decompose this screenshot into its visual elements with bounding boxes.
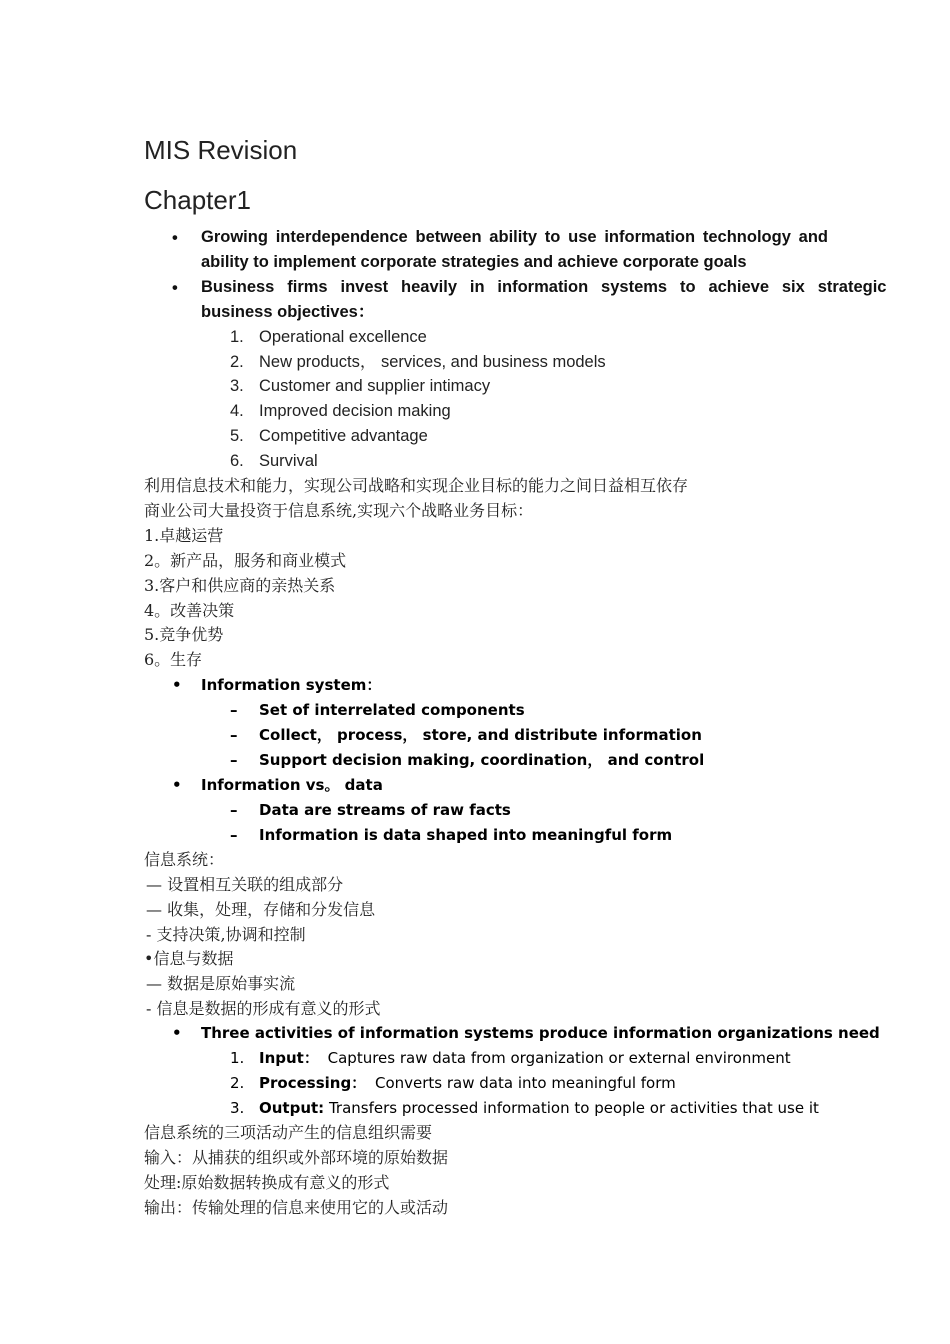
zh-paragraph: 4。改善决策 [144, 601, 235, 620]
bullet-icon: • [172, 776, 182, 794]
info-vs-data-heading: Information vs。 data [201, 776, 383, 794]
page-title: MIS Revision [144, 135, 298, 165]
zh-paragraph: •信息与数据 [144, 949, 234, 968]
bullet-icon: • [172, 279, 178, 297]
zh-paragraph: — 收集，处理，存储和分发信息 [146, 900, 376, 919]
activity-item [259, 1076, 676, 1091]
chapter-heading: Chapter1 [144, 185, 251, 215]
list-number: 1. [230, 328, 244, 346]
list-number: 3. [230, 377, 244, 395]
activity-text: Transfers processed information to people or activities that use it [328, 1099, 819, 1117]
list-number: 5. [230, 427, 244, 445]
activity-text: Converts raw data into meaningful form [374, 1074, 676, 1092]
sub-item: Data are streams of raw facts [259, 801, 511, 819]
list-number: 2. [230, 353, 244, 371]
zh-paragraph: 3.客户和供应商的亲热关系 [144, 576, 336, 595]
zh-paragraph: 输入：从捕获的组织或外部环境的原始数据 [144, 1148, 449, 1167]
activity-label: Processing： [259, 1074, 367, 1092]
dash-icon: – [230, 801, 238, 819]
dash-icon: – [230, 726, 238, 744]
activity-text: Captures raw data from organization or external environment [327, 1049, 791, 1067]
sub-item: Support decision making, coordination， and control [259, 751, 705, 769]
list-item: New products， services, and business models [259, 353, 606, 371]
list-number: 2. [230, 1074, 245, 1092]
activity-item [259, 1051, 791, 1066]
zh-paragraph: - 信息是数据的形成有意义的形式 [146, 999, 381, 1018]
activity-item [259, 1101, 819, 1116]
list-item: Operational excellence [259, 328, 427, 346]
zh-paragraph: 输出：传输处理的信息来使用它的人或活动 [144, 1198, 449, 1217]
zh-paragraph: 1.卓越运营 [144, 526, 224, 545]
bullet-text-line: Business firms invest heavily in information systems to achieve six strategic [201, 278, 887, 296]
dash-icon: – [230, 751, 238, 769]
list-item: Survival [259, 452, 318, 470]
list-number: 1. [230, 1049, 245, 1067]
list-item: Customer and supplier intimacy [259, 377, 491, 395]
zh-paragraph: 信息系统： [144, 850, 225, 869]
list-item: Competitive advantage [259, 427, 428, 445]
zh-paragraph: - 支持决策,协调和控制 [146, 925, 306, 944]
bullet-icon: • [172, 229, 178, 247]
bullet-text-line [201, 228, 828, 246]
zh-paragraph: 6。生存 [144, 650, 203, 669]
sub-item: Collect， process， store, and distribute information [259, 726, 702, 744]
sub-item: Information is data shaped into meaningful form [259, 826, 673, 844]
list-number: 3. [230, 1099, 245, 1117]
bullet-icon: • [172, 1024, 182, 1042]
zh-paragraph: — 数据是原始事实流 [146, 974, 296, 993]
dash-icon: – [230, 826, 238, 844]
zh-paragraph: 处理:原始数据转换成有意义的形式 [144, 1173, 390, 1192]
zh-paragraph: 2。新产品，服务和商业模式 [144, 551, 347, 570]
dash-icon: – [230, 701, 238, 719]
list-number: 6. [230, 452, 244, 470]
bullet-icon: • [172, 676, 182, 694]
zh-paragraph: 信息系统的三项活动产生的信息组织需要 [144, 1123, 433, 1142]
activity-label: Output: [259, 1099, 325, 1117]
list-item: Improved decision making [259, 402, 451, 420]
info-system-heading: Information system： [201, 676, 382, 694]
zh-paragraph: 利用信息技术和能力，实现公司战略和实现企业目标的能力之间日益相互依存 [144, 476, 689, 495]
sub-item: Set of interrelated components [259, 701, 525, 719]
bullet-text-line: business objectives： [201, 303, 375, 321]
zh-paragraph: — 设置相互关联的组成部分 [146, 875, 344, 894]
zh-paragraph: 5.竞争优势 [144, 625, 224, 644]
bullet-text-line: ability to implement corporate strategies and achieve corporate goals [201, 253, 747, 271]
activity-label: Input： [259, 1049, 319, 1067]
zh-paragraph: 商业公司大量投资于信息系统,实现六个战略业务目标： [144, 501, 534, 520]
activities-heading: Three activities of information systems produce information organizations need [201, 1024, 880, 1042]
bullet-line-text: Growing interdependence between ability to use information technology and [201, 228, 828, 246]
list-number: 4. [230, 402, 244, 420]
